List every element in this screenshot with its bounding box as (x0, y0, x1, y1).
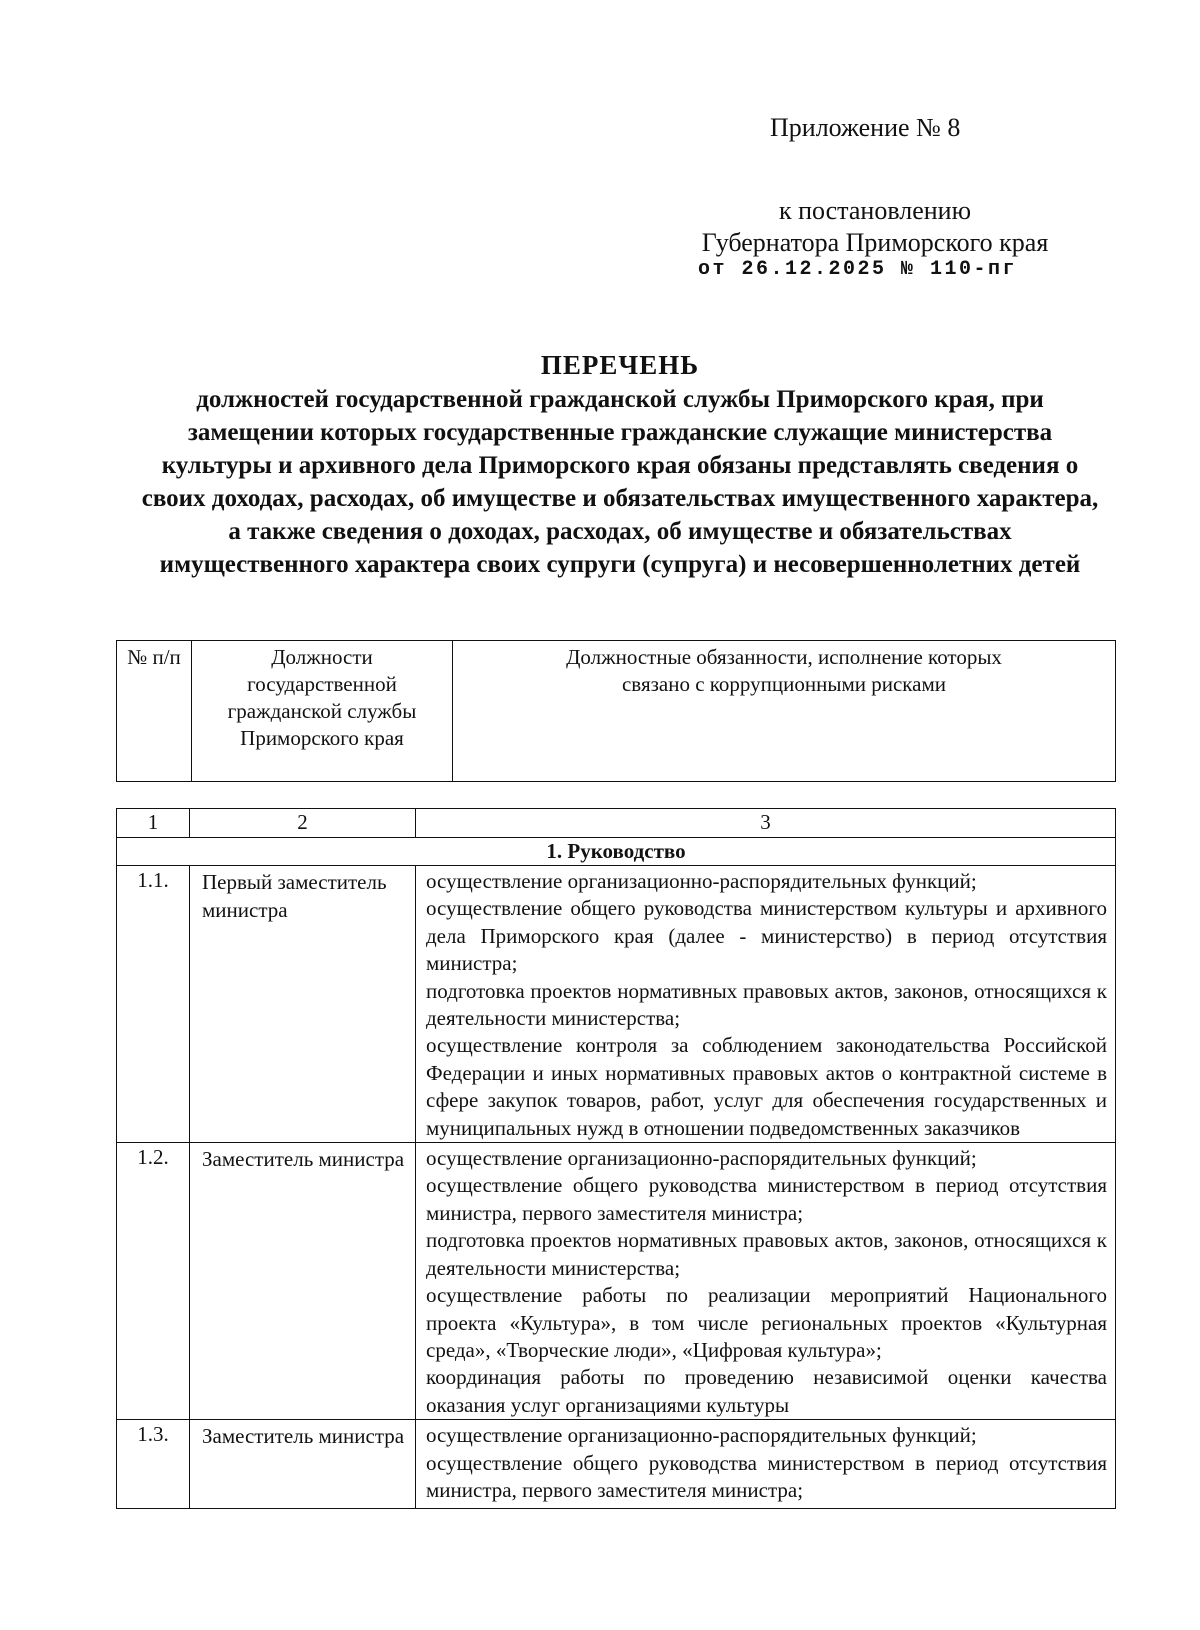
row-position: Первый заместитель министра (190, 866, 416, 1143)
row-number: 1.3. (117, 1420, 190, 1509)
column-number: 3 (416, 809, 1116, 838)
document-title: ПЕРЕЧЕНЬ (540, 350, 700, 380)
duty-item: осуществление общего руководства министерством культуры и архивного дела Приморского края (далее - министерство) в период отсутствия министра; (426, 896, 1107, 976)
duty-item: осуществление контроля за соблюдением законодательства Российской Федерации и иных нормативных правовых актов о контрактной системе в сфере закупок товаров, работ, услуг для обеспечения государственных и муниципальных нужд в отношении подведомственных заказчиков (426, 1033, 1107, 1140)
row-position: Заместитель министра (190, 1420, 416, 1509)
table-row (117, 866, 1116, 1143)
duty-item: осуществление работы по реализации мероприятий Национального проекта «Культура», в том числе региональных проектов «Культурная среда», «Творческие люди», «Цифровая культура»; (426, 1283, 1107, 1362)
table-row (117, 1143, 1116, 1420)
row-number: 1.2. (117, 1143, 190, 1420)
issuer-line: Губернатора Приморского края (701, 228, 1049, 257)
header-row (117, 641, 1116, 782)
row-position: Заместитель министра (190, 1143, 416, 1420)
header-col-duties: Должностные обязанности, исполнение которых связано с коррупционными рисками (453, 641, 1116, 782)
row-number: 1.1. (117, 866, 190, 1143)
decree-reference (680, 195, 1070, 259)
duty-item: осуществление общего руководства министерством в период отсутствия министра, первого заместителя министра; (426, 1450, 1107, 1502)
to-decree-line: к постановлению (778, 196, 972, 225)
column-number-row (117, 809, 1116, 838)
duty-item: осуществление организационно-распорядительных функций; (426, 1146, 977, 1171)
row-duties (416, 1420, 1116, 1509)
section-row (117, 838, 1116, 866)
duty-item: осуществление организационно-распорядительных функций; (426, 1423, 977, 1448)
column-number: 2 (190, 809, 416, 838)
table-row (117, 1420, 1116, 1509)
duty-item: подготовка проектов нормативных правовых актов, законов, относящихся к деятельности министерства; (426, 1228, 1107, 1280)
document-subtitle: должностей государственной гражданской службы Приморского края, при замещении которых государственные гражданские служащие министерства культуры и архивного дела Приморского края обязаны представлять сведения о своих доходах, расходах, об имуществе и обязательствах имущественного характера, а также сведения о доходах, расходах, об имуществе и обязательствах имущественного характера своих супруги (супруга) и несовершеннолетних детей (141, 386, 1099, 578)
column-number: 1 (117, 809, 190, 838)
duty-item: подготовка проектов нормативных правовых актов, законов, относящихся к деятельности министерства; (426, 978, 1107, 1031)
duty-item: осуществление общего руководства министерством в период отсутствия министра, первого заместителя министра; (426, 1173, 1107, 1225)
row-duties (416, 866, 1116, 1143)
row-duties (416, 1143, 1116, 1420)
header-col-position: Должности государственной гражданской службы Приморского края (192, 641, 453, 782)
decree-date-number: от 26.12.2025 № 110-пг (698, 258, 1018, 281)
duty-item: координация работы по проведению независимой оценки качества оказания услуг организациями культуры (426, 1365, 1107, 1417)
header-table (116, 640, 1116, 782)
appendix-number: Приложение № 8 (770, 113, 961, 142)
duty-item: осуществление организационно-распорядительных функций; (426, 869, 977, 893)
header-col-number: № п/п (117, 641, 192, 782)
section-title: 1. Руководство (117, 838, 1116, 866)
duties-table (116, 808, 1116, 1509)
